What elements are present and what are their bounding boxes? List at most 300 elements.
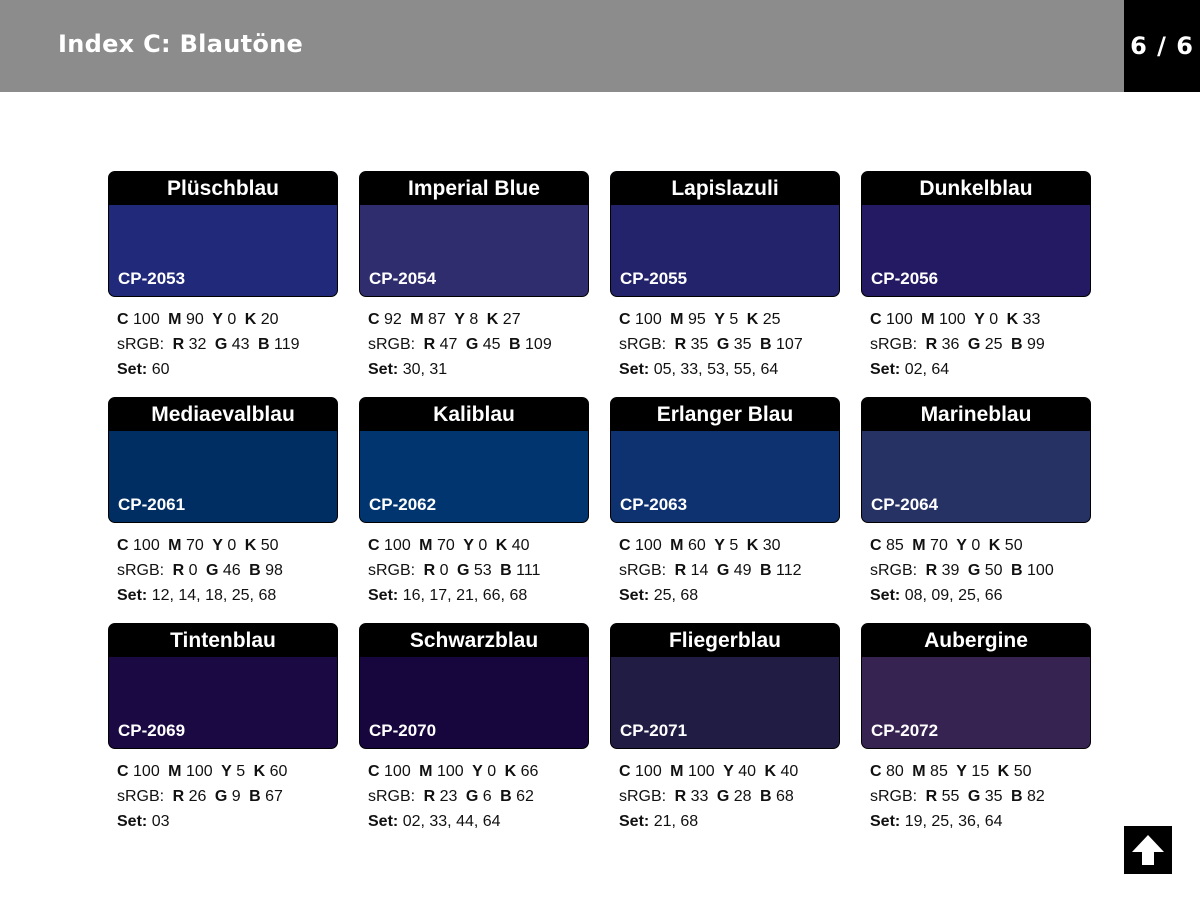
label-b: B bbox=[760, 336, 772, 353]
set-line bbox=[368, 357, 556, 382]
label-c: C bbox=[368, 311, 380, 328]
cmyk-line bbox=[870, 759, 1049, 784]
color-card bbox=[359, 171, 589, 397]
color-specs bbox=[368, 307, 556, 382]
value-c: 80 bbox=[886, 763, 904, 780]
label-srgb: sRGB: bbox=[117, 336, 165, 353]
label-b: B bbox=[760, 788, 772, 805]
color-specs bbox=[117, 307, 304, 382]
srgb-line bbox=[117, 558, 287, 583]
value-b: 109 bbox=[525, 336, 552, 353]
color-name: Dunkelblau bbox=[862, 172, 1090, 205]
label-k: K bbox=[746, 537, 759, 554]
value-y: 40 bbox=[738, 763, 757, 780]
color-code: CP-2070 bbox=[369, 721, 437, 740]
value-y: 8 bbox=[469, 311, 479, 328]
cmyk-line bbox=[368, 533, 544, 558]
srgb-line bbox=[117, 784, 291, 809]
value-y: 0 bbox=[227, 537, 237, 554]
value-g: 43 bbox=[231, 336, 250, 353]
value-g: 35 bbox=[733, 336, 752, 353]
value-m: 85 bbox=[930, 763, 948, 780]
label-srgb: sRGB: bbox=[368, 788, 416, 805]
label-m: M bbox=[912, 763, 926, 780]
color-code: CP-2053 bbox=[118, 269, 186, 288]
value-set: 05, 33, 53, 55, 64 bbox=[653, 361, 779, 378]
color-swatch bbox=[359, 397, 589, 523]
value-g: 46 bbox=[222, 562, 241, 579]
color-card bbox=[861, 171, 1091, 397]
label-m: M bbox=[168, 311, 182, 328]
page-indicator: 6 / 6 bbox=[1124, 0, 1200, 92]
label-c: C bbox=[619, 763, 631, 780]
label-set: Set: bbox=[619, 587, 650, 604]
value-c: 100 bbox=[133, 311, 160, 328]
cmyk-line bbox=[368, 759, 542, 784]
value-k: 50 bbox=[1004, 537, 1023, 554]
set-line bbox=[870, 809, 1049, 834]
label-r: R bbox=[674, 336, 687, 353]
label-set: Set: bbox=[870, 361, 901, 378]
label-m: M bbox=[419, 537, 433, 554]
value-g: 49 bbox=[733, 562, 752, 579]
label-g: G bbox=[456, 562, 470, 579]
label-srgb: sRGB: bbox=[619, 788, 667, 805]
label-y: Y bbox=[454, 311, 465, 328]
color-card bbox=[108, 171, 338, 397]
label-b: B bbox=[760, 562, 772, 579]
value-r: 47 bbox=[439, 336, 458, 353]
label-srgb: sRGB: bbox=[870, 562, 918, 579]
label-srgb: sRGB: bbox=[619, 562, 667, 579]
label-g: G bbox=[967, 336, 981, 353]
label-k: K bbox=[1006, 311, 1019, 328]
label-b: B bbox=[249, 788, 261, 805]
label-srgb: sRGB: bbox=[368, 336, 416, 353]
label-m: M bbox=[670, 537, 684, 554]
value-m: 70 bbox=[185, 537, 204, 554]
color-card bbox=[108, 397, 338, 623]
set-line bbox=[870, 357, 1049, 382]
color-specs bbox=[619, 533, 806, 608]
label-y: Y bbox=[463, 537, 474, 554]
color-code: CP-2071 bbox=[620, 721, 688, 740]
label-srgb: sRGB: bbox=[870, 788, 918, 805]
value-set: 12, 14, 18, 25, 68 bbox=[151, 587, 277, 604]
color-code: CP-2064 bbox=[871, 495, 939, 514]
set-line bbox=[870, 583, 1058, 608]
value-g: 45 bbox=[482, 336, 501, 353]
value-set: 02, 33, 44, 64 bbox=[402, 813, 501, 830]
srgb-line bbox=[117, 332, 304, 357]
color-swatch bbox=[610, 623, 840, 749]
value-y: 15 bbox=[971, 763, 990, 780]
srgb-line bbox=[870, 332, 1049, 357]
label-b: B bbox=[509, 336, 521, 353]
value-m: 100 bbox=[938, 311, 966, 328]
label-set: Set: bbox=[619, 813, 650, 830]
label-y: Y bbox=[212, 311, 223, 328]
color-name: Plüschblau bbox=[109, 172, 337, 205]
value-set: 02, 64 bbox=[904, 361, 950, 378]
color-specs bbox=[619, 307, 807, 382]
value-m: 100 bbox=[185, 763, 213, 780]
cmyk-line bbox=[619, 533, 806, 558]
label-g: G bbox=[214, 788, 228, 805]
value-b: 68 bbox=[776, 788, 794, 805]
color-specs bbox=[117, 759, 291, 834]
value-c: 100 bbox=[384, 537, 411, 554]
label-m: M bbox=[168, 537, 182, 554]
label-y: Y bbox=[714, 311, 725, 328]
cmyk-line bbox=[619, 759, 802, 784]
label-k: K bbox=[988, 537, 1001, 554]
label-g: G bbox=[465, 788, 479, 805]
value-r: 33 bbox=[690, 788, 709, 805]
value-y: 5 bbox=[236, 763, 246, 780]
value-k: 40 bbox=[780, 763, 799, 780]
value-c: 100 bbox=[133, 763, 160, 780]
color-code: CP-2072 bbox=[871, 721, 939, 740]
color-code: CP-2054 bbox=[369, 269, 437, 288]
color-swatch bbox=[861, 171, 1091, 297]
srgb-line bbox=[870, 558, 1058, 583]
cmyk-line bbox=[117, 533, 287, 558]
value-m: 100 bbox=[687, 763, 715, 780]
value-set: 25, 68 bbox=[653, 587, 699, 604]
value-c: 100 bbox=[886, 311, 913, 328]
label-set: Set: bbox=[368, 587, 399, 604]
value-set: 08, 09, 25, 66 bbox=[904, 587, 1003, 604]
set-line bbox=[619, 809, 802, 834]
label-k: K bbox=[495, 537, 508, 554]
color-card bbox=[359, 397, 589, 623]
label-y: Y bbox=[714, 537, 725, 554]
value-g: 25 bbox=[984, 336, 1003, 353]
color-card bbox=[610, 623, 840, 849]
value-m: 87 bbox=[428, 311, 446, 328]
value-c: 92 bbox=[384, 311, 402, 328]
value-m: 95 bbox=[687, 311, 706, 328]
set-line bbox=[117, 809, 291, 834]
color-name: Marineblau bbox=[862, 398, 1090, 431]
color-specs bbox=[870, 307, 1049, 382]
value-r: 0 bbox=[188, 562, 198, 579]
color-code: CP-2056 bbox=[871, 269, 939, 288]
label-k: K bbox=[486, 311, 499, 328]
srgb-line bbox=[619, 784, 802, 809]
label-m: M bbox=[410, 311, 424, 328]
color-card bbox=[108, 623, 338, 849]
set-line bbox=[619, 583, 806, 608]
label-c: C bbox=[117, 537, 129, 554]
srgb-line bbox=[870, 784, 1049, 809]
color-swatch bbox=[610, 171, 840, 297]
srgb-line bbox=[368, 332, 556, 357]
value-c: 100 bbox=[635, 311, 662, 328]
srgb-line bbox=[368, 558, 544, 583]
label-y: Y bbox=[221, 763, 232, 780]
value-k: 40 bbox=[511, 537, 530, 554]
set-line bbox=[117, 583, 287, 608]
value-k: 30 bbox=[762, 537, 781, 554]
color-name: Mediaevalblau bbox=[109, 398, 337, 431]
value-k: 66 bbox=[520, 763, 539, 780]
label-y: Y bbox=[212, 537, 223, 554]
value-y: 0 bbox=[989, 311, 999, 328]
label-m: M bbox=[419, 763, 433, 780]
label-m: M bbox=[168, 763, 182, 780]
color-card bbox=[861, 623, 1091, 849]
value-y: 0 bbox=[971, 537, 981, 554]
value-b: 98 bbox=[265, 562, 283, 579]
value-k: 33 bbox=[1022, 311, 1041, 328]
value-c: 85 bbox=[886, 537, 904, 554]
cmyk-line bbox=[870, 533, 1058, 558]
label-r: R bbox=[674, 562, 687, 579]
value-r: 36 bbox=[941, 336, 960, 353]
label-c: C bbox=[368, 763, 380, 780]
value-k: 60 bbox=[269, 763, 288, 780]
value-y: 0 bbox=[487, 763, 497, 780]
color-specs bbox=[619, 759, 802, 834]
arrow-up-icon bbox=[1131, 833, 1165, 867]
page-title: Index C: Blautöne bbox=[58, 30, 304, 58]
label-y: Y bbox=[472, 763, 483, 780]
value-g: 53 bbox=[473, 562, 492, 579]
label-g: G bbox=[465, 336, 479, 353]
value-g: 28 bbox=[733, 788, 752, 805]
back-to-top-button[interactable] bbox=[1124, 826, 1172, 874]
value-b: 111 bbox=[516, 562, 541, 579]
label-c: C bbox=[619, 311, 631, 328]
set-line bbox=[368, 583, 544, 608]
label-c: C bbox=[619, 537, 631, 554]
value-b: 99 bbox=[1027, 336, 1045, 353]
value-set: 19, 25, 36, 64 bbox=[904, 813, 1003, 830]
label-c: C bbox=[368, 537, 380, 554]
label-b: B bbox=[500, 788, 512, 805]
value-set: 03 bbox=[151, 813, 170, 830]
value-y: 5 bbox=[729, 311, 739, 328]
label-c: C bbox=[117, 763, 129, 780]
label-b: B bbox=[258, 336, 270, 353]
label-r: R bbox=[925, 336, 938, 353]
value-k: 20 bbox=[260, 311, 279, 328]
color-code: CP-2061 bbox=[118, 495, 186, 514]
value-g: 50 bbox=[984, 562, 1003, 579]
label-r: R bbox=[172, 562, 185, 579]
value-c: 100 bbox=[133, 537, 160, 554]
label-g: G bbox=[967, 562, 981, 579]
value-b: 112 bbox=[776, 562, 802, 579]
color-name: Erlanger Blau bbox=[611, 398, 839, 431]
value-b: 100 bbox=[1027, 562, 1054, 579]
color-swatch bbox=[861, 623, 1091, 749]
label-srgb: sRGB: bbox=[619, 336, 667, 353]
label-r: R bbox=[423, 336, 436, 353]
color-code: CP-2063 bbox=[620, 495, 688, 514]
color-code: CP-2062 bbox=[369, 495, 437, 514]
srgb-line bbox=[619, 332, 807, 357]
color-card bbox=[610, 171, 840, 397]
color-name: Tintenblau bbox=[109, 624, 337, 657]
label-set: Set: bbox=[117, 587, 148, 604]
value-c: 100 bbox=[384, 763, 411, 780]
value-r: 39 bbox=[941, 562, 960, 579]
set-line bbox=[619, 357, 807, 382]
value-set: 21, 68 bbox=[653, 813, 699, 830]
label-r: R bbox=[423, 562, 436, 579]
cmyk-line bbox=[117, 759, 291, 784]
label-g: G bbox=[716, 562, 730, 579]
label-c: C bbox=[870, 763, 882, 780]
header-bar bbox=[0, 0, 1124, 92]
color-swatch bbox=[108, 397, 338, 523]
color-name: Kaliblau bbox=[360, 398, 588, 431]
value-m: 60 bbox=[687, 537, 706, 554]
label-b: B bbox=[1011, 562, 1023, 579]
value-k: 50 bbox=[260, 537, 279, 554]
label-y: Y bbox=[956, 763, 967, 780]
color-card bbox=[359, 623, 589, 849]
label-m: M bbox=[912, 537, 926, 554]
color-specs bbox=[117, 533, 287, 608]
value-m: 100 bbox=[436, 763, 464, 780]
label-r: R bbox=[172, 788, 185, 805]
label-r: R bbox=[423, 788, 436, 805]
color-name: Lapislazuli bbox=[611, 172, 839, 205]
value-r: 55 bbox=[941, 788, 960, 805]
value-r: 23 bbox=[439, 788, 458, 805]
value-k: 25 bbox=[762, 311, 781, 328]
label-r: R bbox=[925, 788, 938, 805]
value-set: 16, 17, 21, 66, 68 bbox=[402, 587, 528, 604]
color-specs bbox=[870, 759, 1049, 834]
color-swatch bbox=[861, 397, 1091, 523]
value-r: 32 bbox=[188, 336, 207, 353]
label-g: G bbox=[716, 336, 730, 353]
label-k: K bbox=[764, 763, 777, 780]
label-g: G bbox=[967, 788, 981, 805]
label-b: B bbox=[1011, 336, 1023, 353]
label-set: Set: bbox=[117, 813, 148, 830]
value-b: 62 bbox=[516, 788, 534, 805]
label-m: M bbox=[921, 311, 935, 328]
label-set: Set: bbox=[870, 587, 901, 604]
value-b: 107 bbox=[776, 336, 803, 353]
color-name: Imperial Blue bbox=[360, 172, 588, 205]
value-b: 67 bbox=[265, 788, 283, 805]
label-c: C bbox=[870, 311, 882, 328]
label-k: K bbox=[244, 311, 257, 328]
color-specs bbox=[870, 533, 1058, 608]
label-set: Set: bbox=[117, 361, 148, 378]
value-m: 90 bbox=[185, 311, 204, 328]
label-g: G bbox=[214, 336, 228, 353]
label-r: R bbox=[674, 788, 687, 805]
color-grid bbox=[108, 171, 1091, 849]
label-r: R bbox=[172, 336, 185, 353]
label-b: B bbox=[500, 562, 512, 579]
value-y: 5 bbox=[729, 537, 739, 554]
color-swatch bbox=[108, 623, 338, 749]
color-code: CP-2069 bbox=[118, 721, 186, 740]
label-g: G bbox=[716, 788, 730, 805]
value-k: 27 bbox=[502, 311, 521, 328]
label-k: K bbox=[244, 537, 257, 554]
value-g: 35 bbox=[984, 788, 1003, 805]
value-set: 60 bbox=[151, 361, 170, 378]
label-k: K bbox=[746, 311, 759, 328]
color-card bbox=[861, 397, 1091, 623]
cmyk-line bbox=[619, 307, 807, 332]
label-b: B bbox=[1011, 788, 1023, 805]
value-c: 100 bbox=[635, 537, 662, 554]
label-m: M bbox=[670, 311, 684, 328]
value-y: 0 bbox=[478, 537, 488, 554]
label-srgb: sRGB: bbox=[117, 788, 165, 805]
value-y: 0 bbox=[227, 311, 237, 328]
label-k: K bbox=[253, 763, 266, 780]
cmyk-line bbox=[368, 307, 556, 332]
label-set: Set: bbox=[368, 813, 399, 830]
color-code: CP-2055 bbox=[620, 269, 688, 288]
color-card bbox=[610, 397, 840, 623]
label-y: Y bbox=[974, 311, 985, 328]
value-set: 30, 31 bbox=[402, 361, 448, 378]
label-y: Y bbox=[723, 763, 734, 780]
value-r: 14 bbox=[690, 562, 709, 579]
cmyk-line bbox=[117, 307, 304, 332]
label-g: G bbox=[205, 562, 219, 579]
value-r: 26 bbox=[188, 788, 207, 805]
value-g: 9 bbox=[231, 788, 241, 805]
label-k: K bbox=[504, 763, 517, 780]
label-r: R bbox=[925, 562, 938, 579]
color-specs bbox=[368, 533, 544, 608]
color-swatch bbox=[108, 171, 338, 297]
color-swatch bbox=[359, 171, 589, 297]
color-swatch bbox=[610, 397, 840, 523]
value-b: 82 bbox=[1027, 788, 1045, 805]
value-k: 50 bbox=[1013, 763, 1032, 780]
value-c: 100 bbox=[635, 763, 662, 780]
color-name: Aubergine bbox=[862, 624, 1090, 657]
value-g: 6 bbox=[482, 788, 492, 805]
value-b: 119 bbox=[274, 336, 300, 353]
value-r: 0 bbox=[439, 562, 449, 579]
value-m: 70 bbox=[930, 537, 948, 554]
srgb-line bbox=[619, 558, 806, 583]
label-srgb: sRGB: bbox=[117, 562, 165, 579]
color-swatch bbox=[359, 623, 589, 749]
label-set: Set: bbox=[619, 361, 650, 378]
label-srgb: sRGB: bbox=[368, 562, 416, 579]
color-name: Fliegerblau bbox=[611, 624, 839, 657]
value-m: 70 bbox=[436, 537, 455, 554]
label-srgb: sRGB: bbox=[870, 336, 918, 353]
label-c: C bbox=[117, 311, 129, 328]
label-set: Set: bbox=[870, 813, 901, 830]
set-line bbox=[368, 809, 542, 834]
set-line bbox=[117, 357, 304, 382]
srgb-line bbox=[368, 784, 542, 809]
label-k: K bbox=[997, 763, 1010, 780]
label-b: B bbox=[249, 562, 261, 579]
label-m: M bbox=[670, 763, 684, 780]
label-set: Set: bbox=[368, 361, 399, 378]
